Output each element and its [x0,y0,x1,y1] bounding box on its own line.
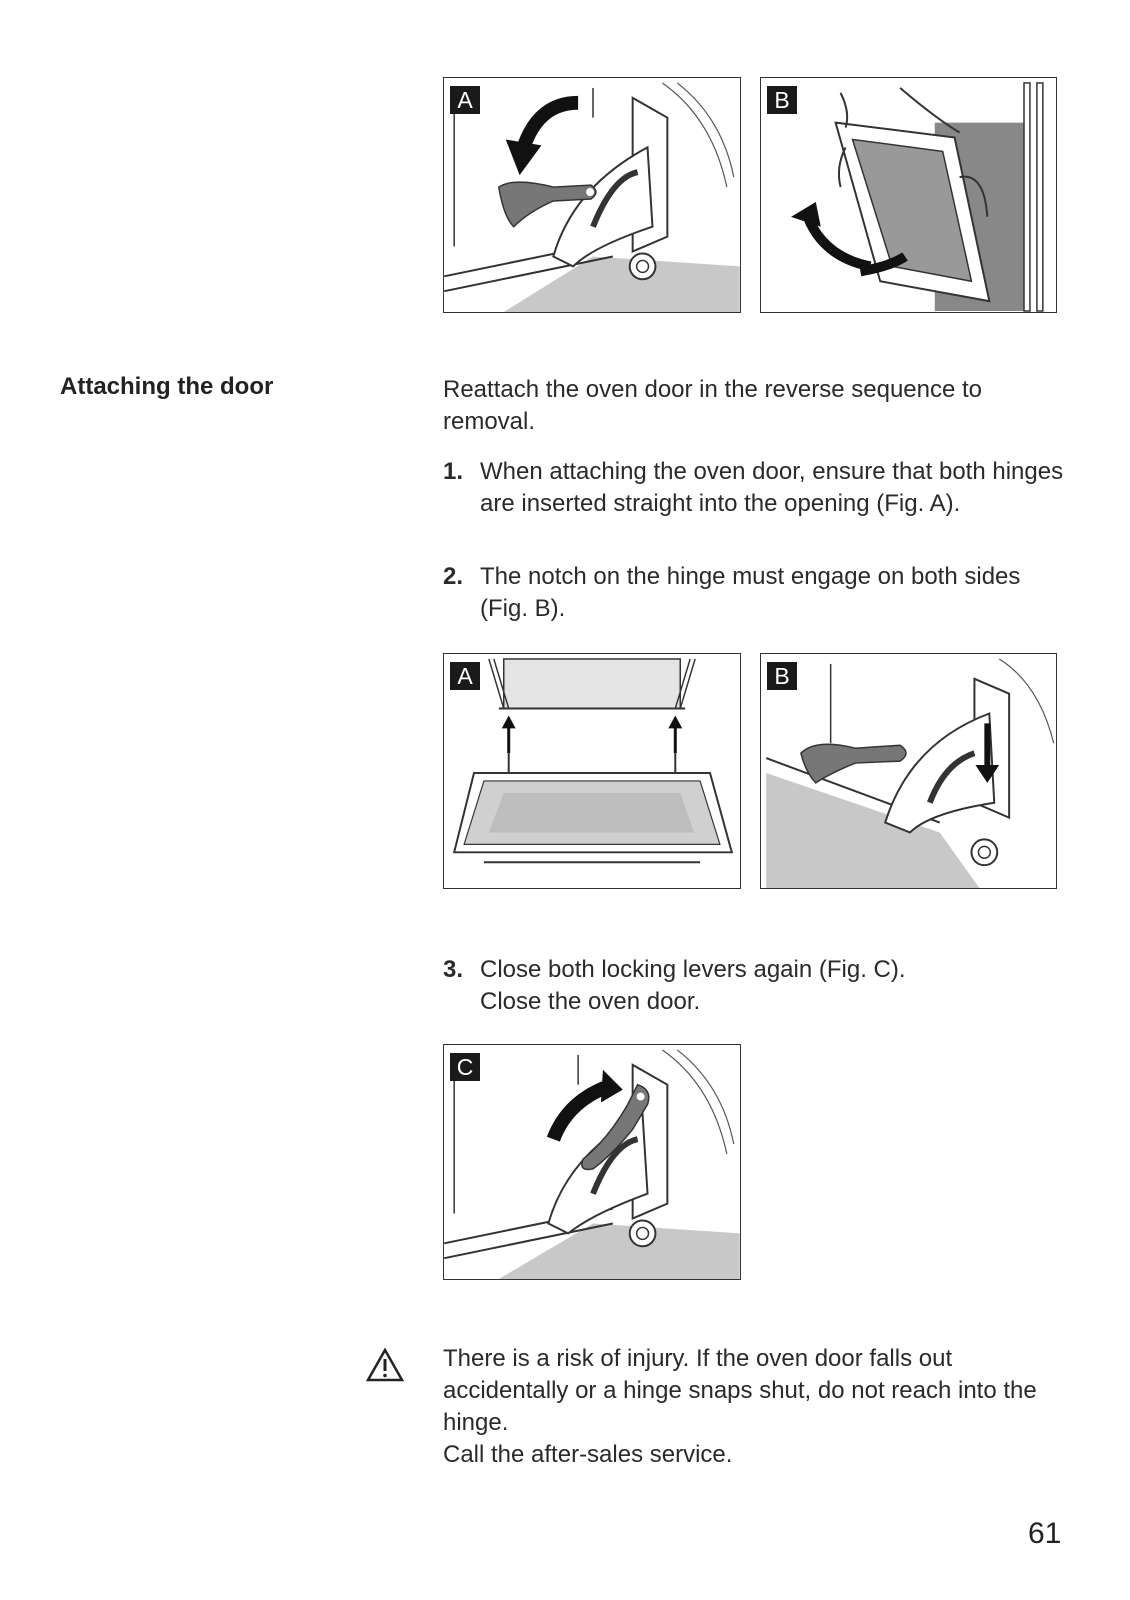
figure-mid-a [443,653,741,889]
hinge-notch-illustration [761,654,1056,888]
figure-c [443,1044,741,1280]
figure-top-b [760,77,1057,313]
step-text: Close both locking levers again (Fig. C). Close the oven door. [480,956,906,1015]
figure-label: A [450,86,480,114]
figure-label: A [450,662,480,690]
warning-followup: Call the after-sales service. [443,1441,733,1468]
hinges-insert-illustration [444,654,740,888]
figure-label: B [767,86,797,114]
step-text: The notch on the hinge must engage on both sides (Fig. B). [480,563,1021,622]
step-number: 3. [443,956,464,983]
door-removal-illustration [761,78,1056,312]
hinge-open-lever-illustration [444,78,740,312]
figure-mid-b [760,653,1057,889]
figure-label: C [450,1053,480,1081]
step-number: 1. [443,458,464,485]
step-number: 2. [443,563,464,590]
warning-triangle-icon [366,1348,404,1382]
warning-text: There is a risk of injury. If the oven door falls out accidentally or a hinge snaps shut, do not reach into the hinge. [443,1345,1037,1436]
step-text: When attaching the oven door, ensure that both hinges are inserted straight into the opening (Fig. A). [480,458,1064,517]
section-heading: Attaching the door [60,373,274,400]
intro-paragraph: Reattach the oven door in the reverse sequence to removal. [443,376,983,435]
page-number: 61 [1028,1517,1062,1550]
figure-label: B [767,662,797,690]
figure-top-a [443,77,741,313]
hinge-close-lever-illustration [444,1045,740,1279]
